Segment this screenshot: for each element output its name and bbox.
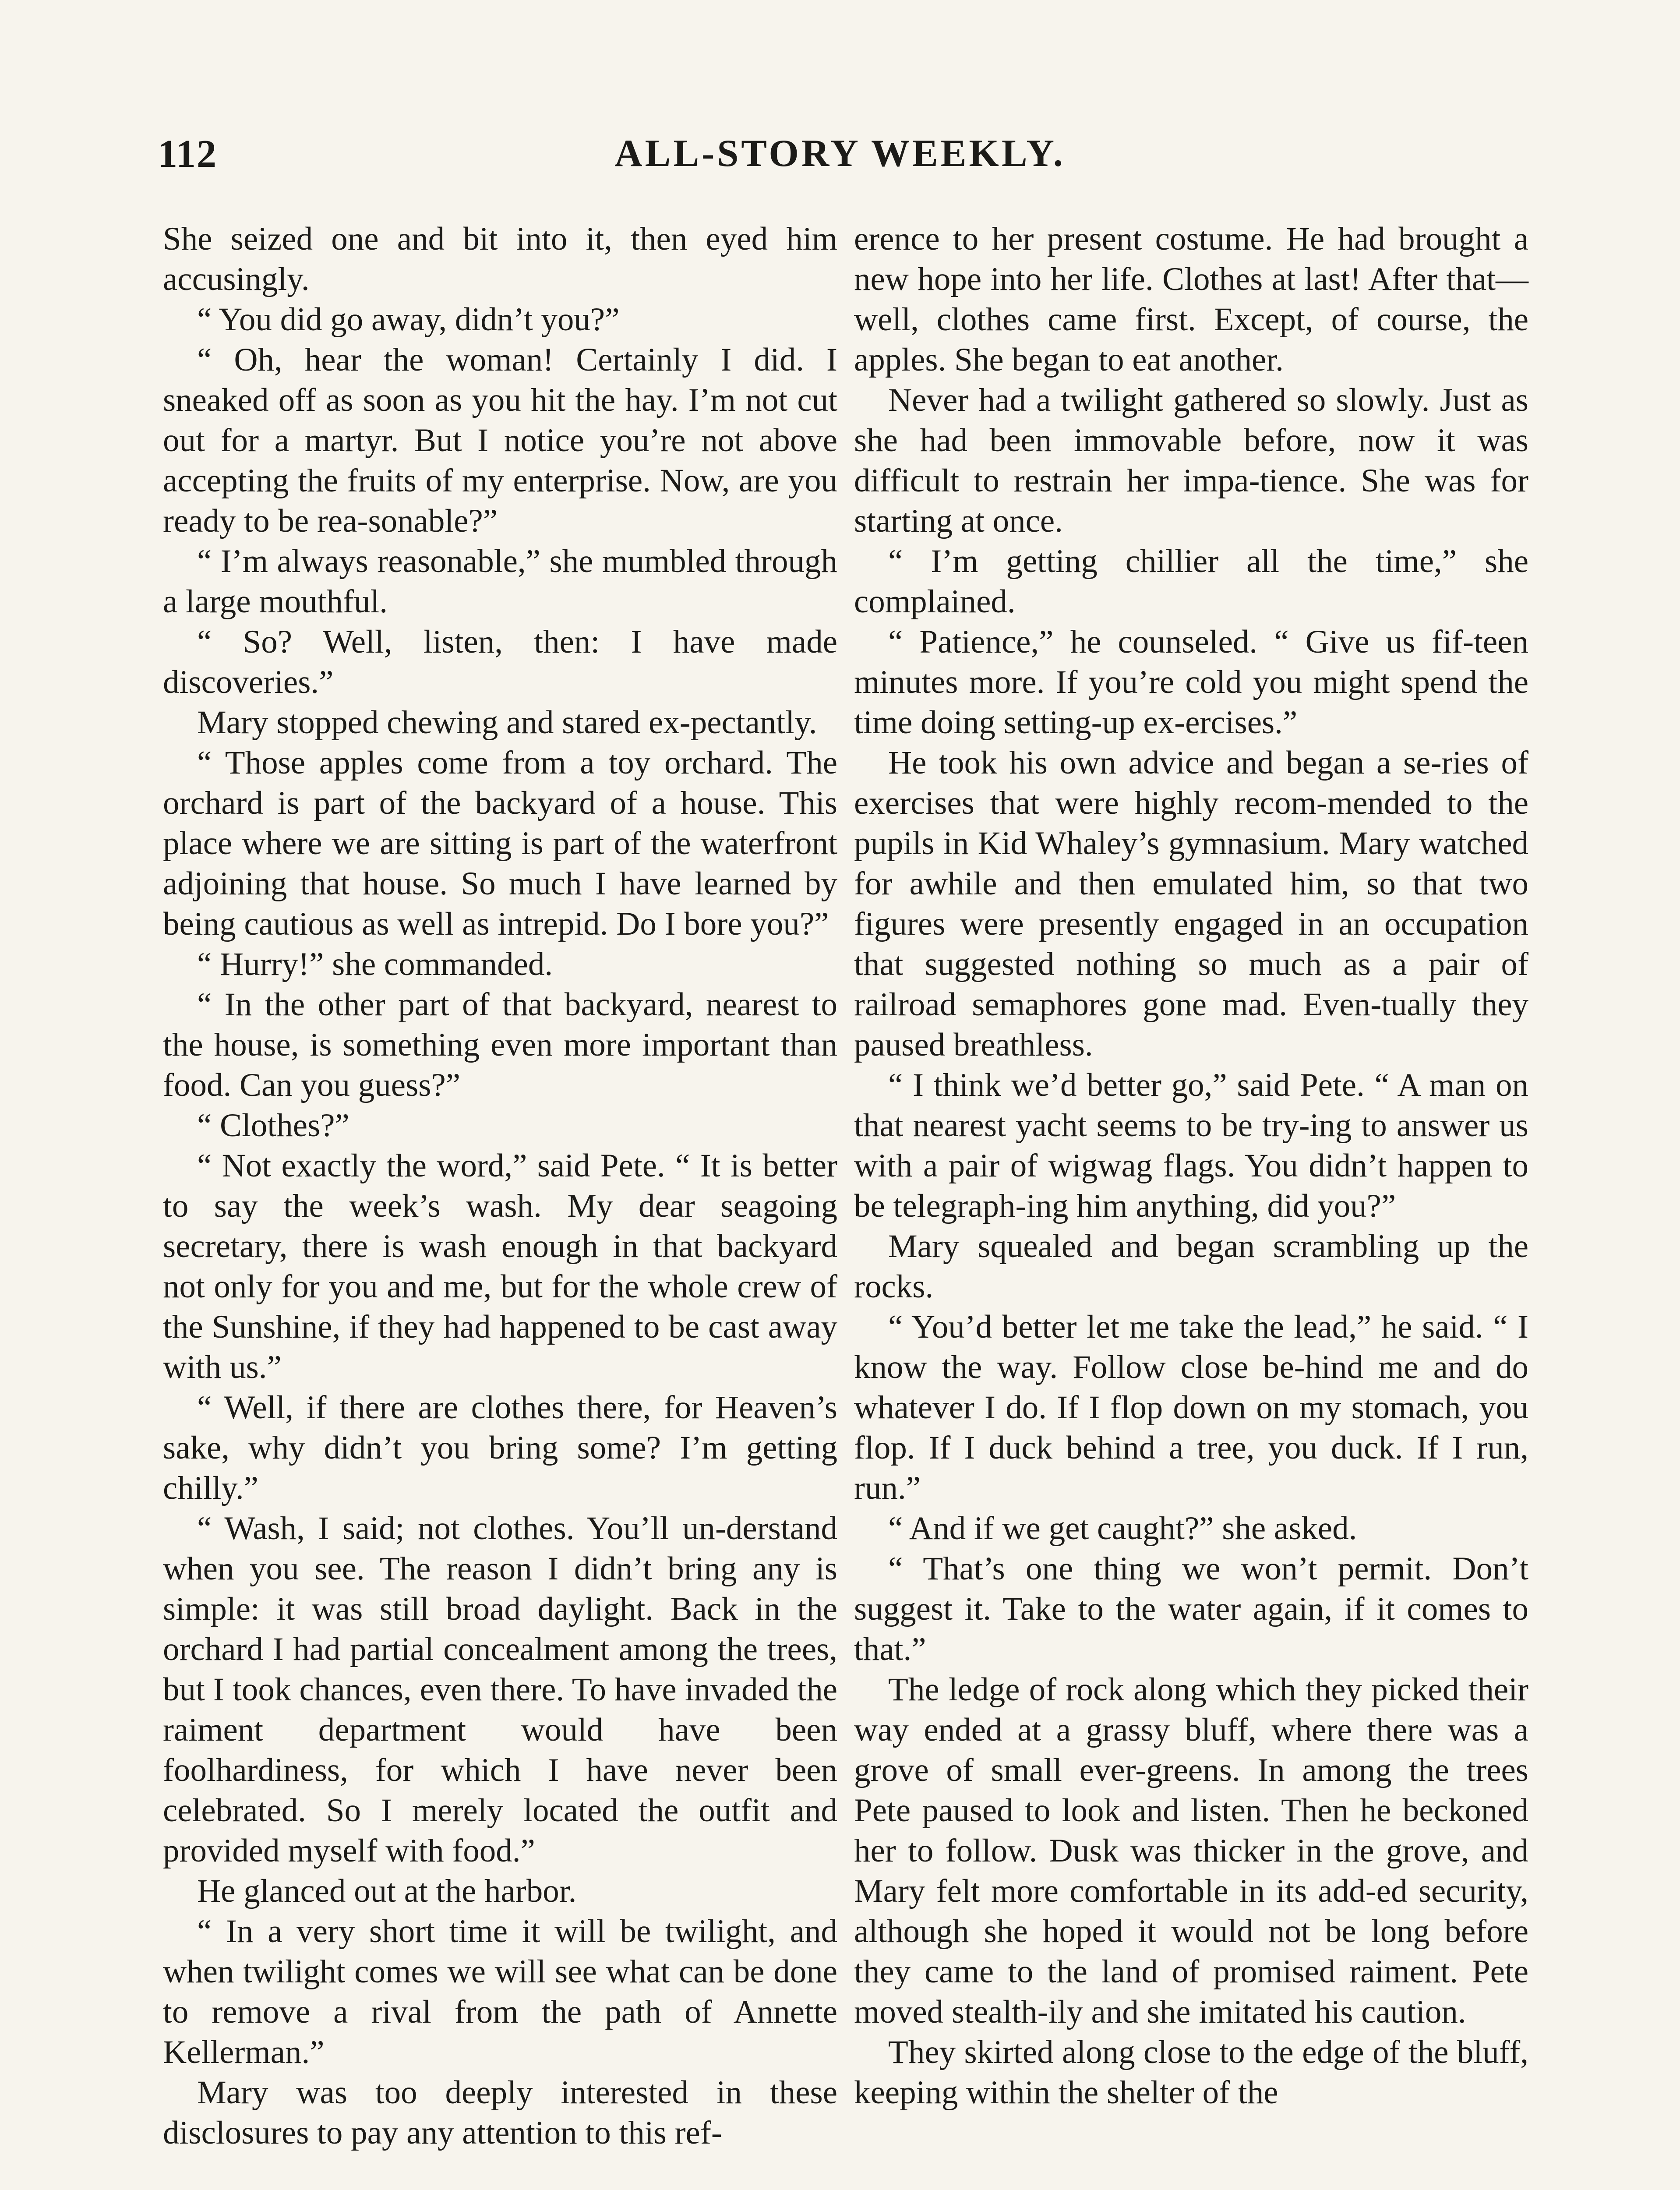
paragraph: “ And if we get caught?” she asked. [888, 1510, 1357, 1547]
paragraph: Mary was too deeply interested in these disclosures to pay any attention to this ref- [163, 2074, 837, 2151]
paragraph: “ That’s one thing we won’t permit. Don’t suggest it. Take to the water again, if it comes to that.” [854, 1551, 1528, 1667]
paragraph: “ You’d better let me take the lead,” he said. “ I know the way. Follow close be-hind me and do whatever I do. If I flop down on my stomach, you flop. If I duck behind a tree, you duck. If I run, run.” [854, 1309, 1528, 1506]
paragraph: She seized one and bit into it, then eyed him accusingly. [163, 221, 837, 297]
paragraph: “ So? Well, listen, then: I have made discoveries.” [163, 624, 837, 700]
paragraph: He took his own advice and began a se-ries of exercises that were highly recom-mended to the pupils in Kid Whaley’s gymnasium. Mary watched for awhile and then emulated him, so that two figures were presently engaged in an occupation that suggested nothing so much as a pair of railroad semaphores gone mad. Even-tually they paused breathless. [854, 745, 1528, 1063]
paragraph: Never had a twilight gathered so slowly. Just as she had been immovable before, now it was difficult to restrain her impa-tience. She was for starting at once. [854, 382, 1528, 539]
paragraph-continuation: erence to her present costume. He had brought a new hope into her life. Clothes at last! After that—well, clothes came first. Except, of course, the apples. She began to eat another. [854, 221, 1528, 378]
paragraph: “ I’m always reasonable,” she mumbled through a large mouthful. [163, 543, 837, 620]
running-head: ALL-STORY WEEKLY. [614, 132, 1066, 175]
paragraph: “ In a very short time it will be twilight, and when twilight comes we will see what can be done to remove a rival from the path of Annette Kellerman.” [163, 1913, 837, 2070]
paragraph: “ In the other part of that backyard, nearest to the house, is something even more important than food. Can you guess?” [163, 986, 837, 1103]
left-column [163, 219, 837, 2153]
paragraph: The ledge of rock along which they picked their way ended at a grassy bluff, where there was a grove of small ever-greens. In among the trees Pete paused to look and listen. Then he beckoned her to follow. Dusk was thicker in the grove, and Mary felt more comfortable in its add-ed security, although she hoped it would not be long before they came to the land of promised raiment. Pete moved stealth-ily and she imitated his caution. [854, 1671, 1528, 2030]
paragraph: “ Patience,” he counseled. “ Give us fif-teen minutes more. If you’re cold you might spend the time doing setting-up ex-ercises.” [854, 624, 1528, 741]
paragraph: Mary stopped chewing and stared ex-pectantly. [197, 704, 817, 741]
paragraph: “ Well, if there are clothes there, for Heaven’s sake, why didn’t you bring some? I’m getting chilly.” [163, 1389, 837, 1506]
paragraph: Mary squealed and began scrambling up the rocks. [854, 1228, 1528, 1305]
paragraph: “ Those apples come from a toy orchard. The orchard is part of the backyard of a house. This place where we are sitting is part of the waterfront adjoining that house. So much I have learned by being cautious as well as intrepid. Do I bore you?” [163, 745, 837, 942]
paragraph: “ I’m getting chillier all the time,” she complained. [854, 543, 1528, 620]
paragraph: He glanced out at the harbor. [197, 1873, 577, 1909]
paragraph: They skirted along close to the edge of the bluff, keeping within the shelter of the [854, 2034, 1528, 2111]
paragraph: “ Wash, I said; not clothes. You’ll un-derstand when you see. The reason I didn’t bring any is simple: it was still broad daylight. Back in the orchard I had partial concealment among the trees, but I took chances, even there. To have invaded the raiment department would have been foolhardiness, for which I have never been celebrated. So I merely located the outfit and provided myself with food.” [163, 1510, 837, 1869]
paragraph: “ I think we’d better go,” said Pete. “ A man on that nearest yacht seems to be try-ing to answer us with a pair of wigwag flags. You didn’t happen to be telegraph-ing him anything, did you?” [854, 1067, 1528, 1224]
paragraph: “ You did go away, didn’t you?” [197, 301, 620, 338]
paragraph: “ Not exactly the word,” said Pete. “ It is better to say the week’s wash. My dear seagoing secretary, there is wash enough in that backyard not only for you and me, but for the whole crew of the Sunshine, if they had happened to be cast away with us.” [163, 1148, 837, 1385]
right-column [854, 219, 1528, 2113]
paragraph: “ Oh, hear the woman! Certainly I did. I sneaked off as soon as you hit the hay. I’m not cut out for a martyr. But I notice you’re not above accepting the fruits of my enterprise. Now, are you ready to be rea-sonable?” [163, 342, 837, 539]
page-header [158, 131, 1522, 193]
page-number: 112 [158, 132, 218, 176]
paragraph: “ Clothes?” [197, 1107, 349, 1144]
paragraph: “ Hurry!” she commanded. [197, 946, 553, 982]
